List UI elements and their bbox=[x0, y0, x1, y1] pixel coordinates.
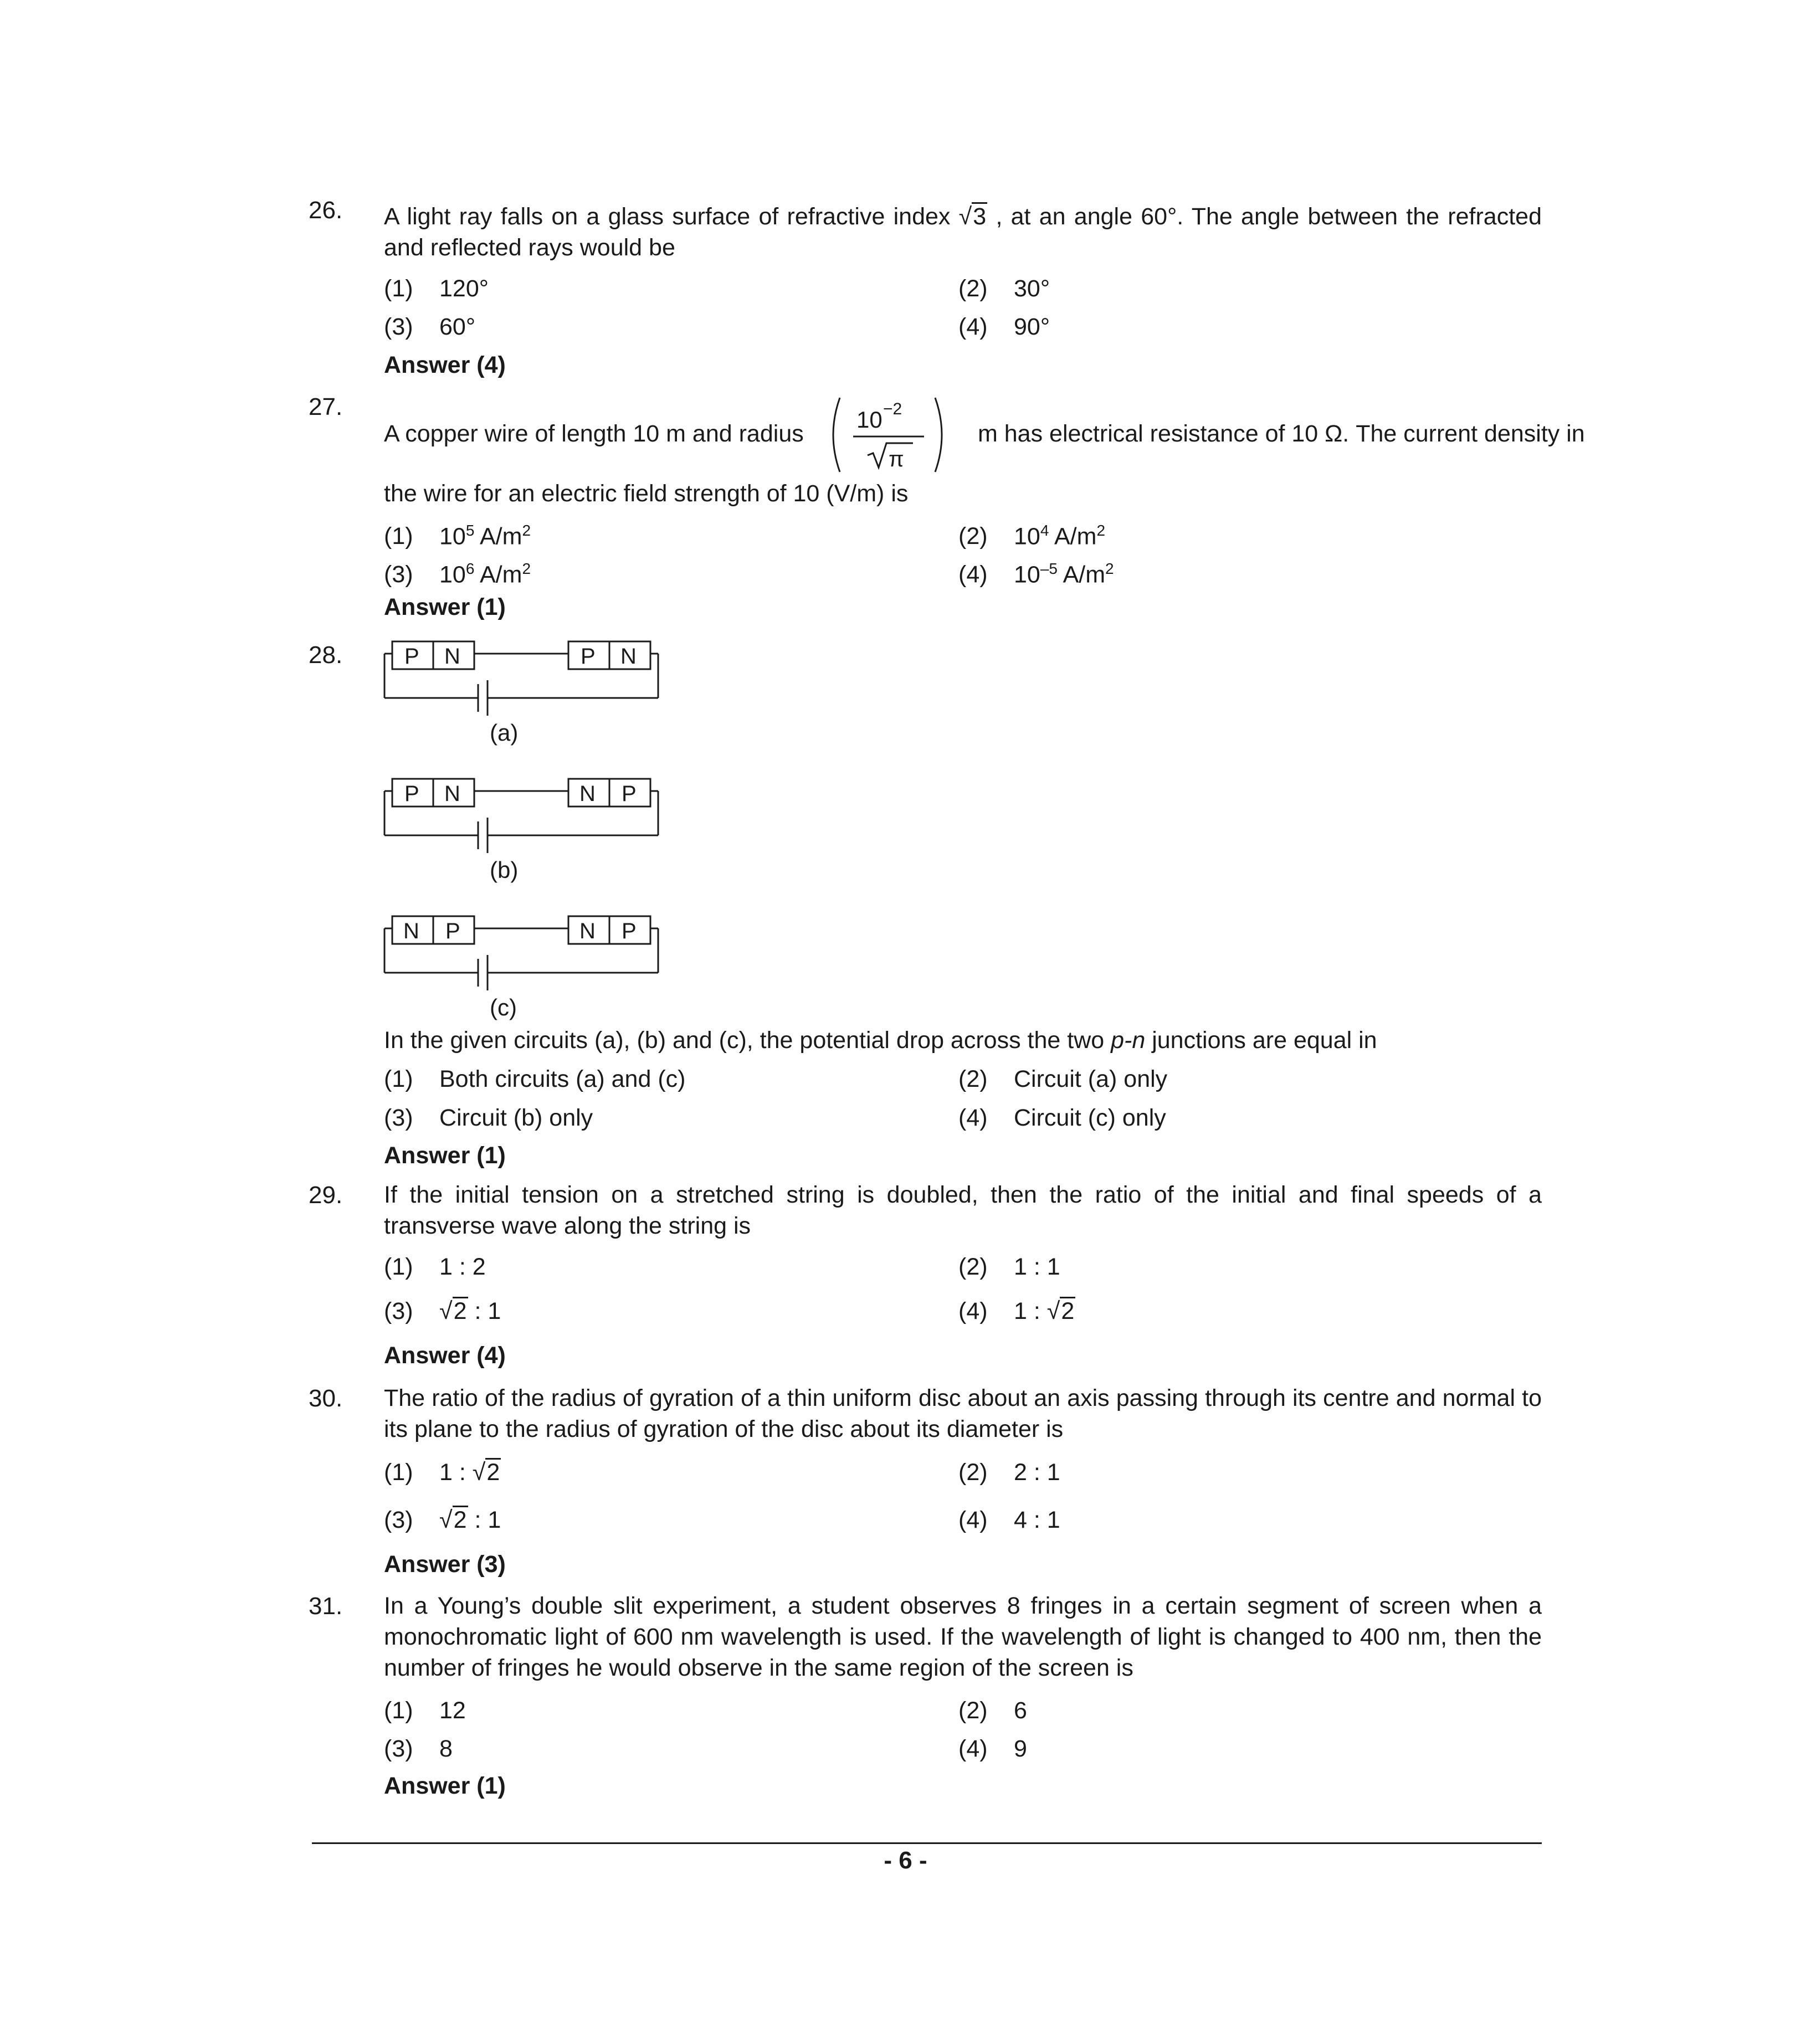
fraction-denominator: π bbox=[889, 447, 904, 471]
question-text: In a Young’s double slit experiment, a student observes 8 fringes in a certain segment of screen when a monochromatic light of 600 nm wavelength is used. If the wavelength of light is changed to 400 nm, then the number of fringes he would observe in the same region of the screen is bbox=[384, 1593, 1542, 1681]
fraction-exponent: −2 bbox=[883, 400, 902, 418]
junction-left-p: P bbox=[404, 644, 419, 669]
junction-right-1: N bbox=[579, 782, 596, 806]
junction-left-1: N bbox=[403, 919, 419, 943]
option-4: (4) $10^{-5}$ $A/m^2$ bbox=[958, 560, 1114, 588]
option-2: (2) 1 : 1 bbox=[958, 1254, 1060, 1280]
option-2: (2) 6 bbox=[958, 1697, 1027, 1724]
question-number: 30. bbox=[309, 1385, 343, 1412]
option-1: (1) 120° bbox=[384, 275, 489, 302]
option-1: (1) 1 : 2 bbox=[384, 1254, 486, 1280]
junction-right-1: N bbox=[579, 919, 596, 943]
option-1: (1) 1 : √2 bbox=[384, 1459, 500, 1486]
question-number: 26. bbox=[309, 197, 343, 224]
junction-left-n: N bbox=[444, 644, 460, 669]
option-1: (1) Both circuits (a) and (c) bbox=[384, 1066, 686, 1092]
question-number: 31. bbox=[309, 1593, 343, 1620]
option-3: (3) 8 bbox=[384, 1735, 453, 1762]
circuit-label: (c) bbox=[490, 994, 517, 1020]
option-1: (1) 12 bbox=[384, 1697, 466, 1724]
option-3: (3) 60° bbox=[384, 314, 476, 340]
question-text: A light ray falls on a glass surface of refractive index √3 , at an angle 60°. The angle between the refracted and reflected rays would be bbox=[384, 203, 1542, 261]
circuit-label: (a) bbox=[490, 720, 519, 746]
circuit-a bbox=[381, 637, 669, 748]
question-number: 27. bbox=[309, 393, 343, 420]
sqrt-2: 2 bbox=[453, 1507, 467, 1533]
sqrt-2: 2 bbox=[486, 1459, 500, 1486]
question-text-line1b: m has electrical resistance of 10 Ω. The current density in bbox=[978, 420, 1585, 447]
junction-right-2: P bbox=[622, 782, 637, 806]
fraction-numerator: 10 bbox=[856, 407, 883, 433]
circuit-b bbox=[381, 774, 669, 885]
sqrt-2: 2 bbox=[1061, 1298, 1075, 1324]
option-4: (4) 1 : √2 bbox=[958, 1298, 1075, 1324]
answer: Answer (4) bbox=[384, 352, 506, 378]
answer: Answer (1) bbox=[384, 594, 506, 620]
junction-right-2: N bbox=[620, 644, 637, 669]
junction-left-1: P bbox=[404, 782, 419, 806]
footer-divider bbox=[312, 1842, 1542, 1844]
option-2: (2) 30° bbox=[958, 275, 1050, 302]
option-1: (1) $10^5$ $A/m^2$ bbox=[384, 522, 531, 550]
junction-left-2: N bbox=[444, 782, 460, 806]
option-3: (3) Circuit (b) only bbox=[384, 1105, 593, 1131]
circuit-label: (b) bbox=[490, 857, 519, 883]
question-text: If the initial tension on a stretched string is doubled, then the ratio of the initial and final speeds of a transverse wave along the string is bbox=[384, 1182, 1542, 1239]
answer: Answer (1) bbox=[384, 1142, 506, 1169]
option-3: (3) √2 : 1 bbox=[384, 1298, 501, 1324]
junction-right-2: P bbox=[622, 919, 637, 943]
sqrt-3: 3 bbox=[973, 203, 987, 230]
answer: Answer (3) bbox=[384, 1551, 506, 1578]
option-2: (2) 2 : 1 bbox=[958, 1459, 1060, 1486]
option-2: (2) Circuit (a) only bbox=[958, 1066, 1168, 1092]
radius-fraction bbox=[824, 393, 952, 476]
option-4: (4) Circuit (c) only bbox=[958, 1105, 1166, 1131]
sqrt-2: 2 bbox=[453, 1298, 467, 1324]
option-4: (4) 4 : 1 bbox=[958, 1507, 1060, 1533]
question-text: The ratio of the radius of gyration of a thin uniform disc about an axis passing through its centre and normal to its plane to the radius of gyration of the disc about its diameter is bbox=[384, 1385, 1542, 1442]
question-text-line2: the wire for an electric field strength of 10 (V/m) is bbox=[384, 480, 909, 507]
answer: Answer (1) bbox=[384, 1773, 506, 1799]
question-text: In the given circuits (a), (b) and (c), the potential drop across the two p-n junctions are equal in bbox=[384, 1027, 1377, 1054]
question-text-line1: A copper wire of length 10 m and radius bbox=[384, 420, 804, 447]
junction-right-1: P bbox=[581, 644, 596, 669]
option-3: (3) √2 : 1 bbox=[384, 1507, 501, 1533]
question-number: 28. bbox=[309, 641, 343, 669]
option-4: (4) 90° bbox=[958, 314, 1050, 340]
answer: Answer (4) bbox=[384, 1342, 506, 1369]
junction-left-2: P bbox=[445, 919, 460, 943]
option-2: (2) $10^4$ $A/m^2$ bbox=[958, 522, 1106, 550]
page-number: - 6 - bbox=[884, 1847, 927, 1874]
circuit-c bbox=[381, 912, 669, 1023]
option-4: (4) 9 bbox=[958, 1735, 1027, 1762]
question-number: 29. bbox=[309, 1182, 343, 1209]
option-3: (3) $10^6$ $A/m^2$ bbox=[384, 560, 531, 588]
